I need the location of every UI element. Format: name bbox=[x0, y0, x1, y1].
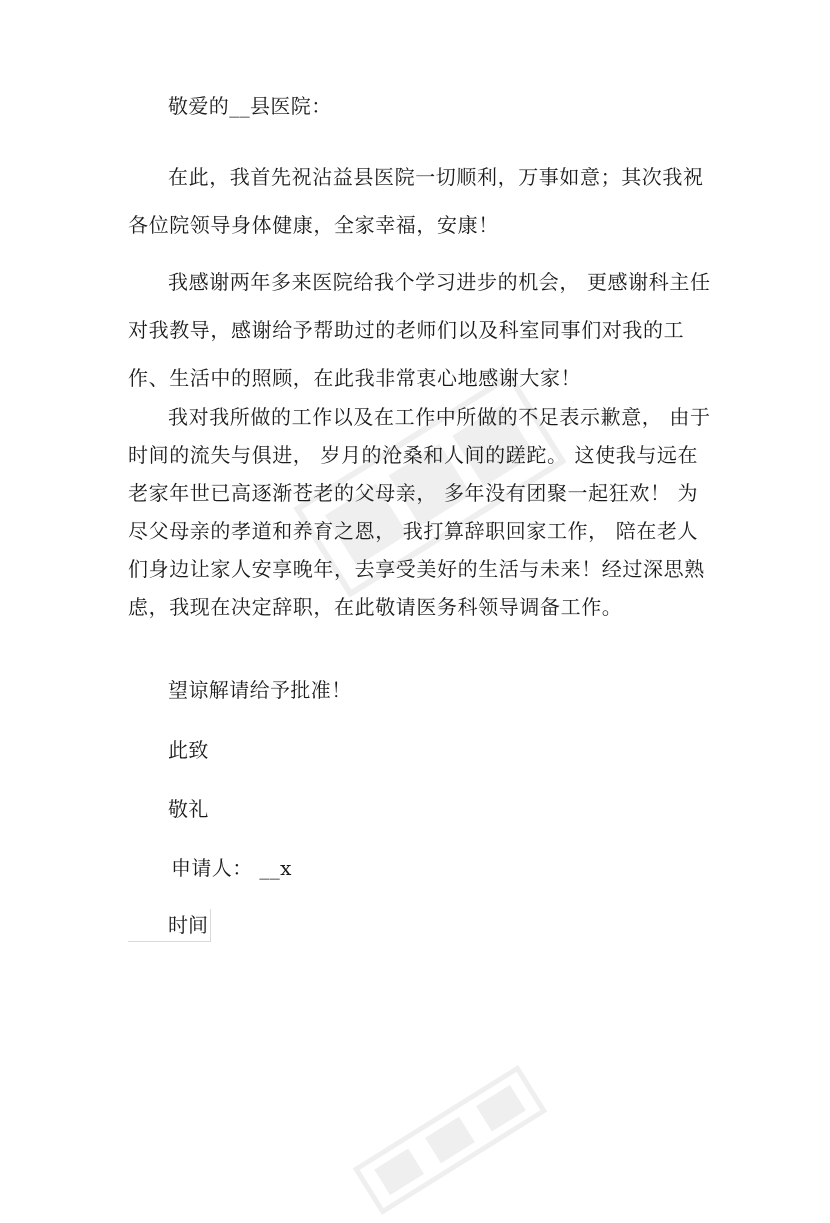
paragraph-greeting: 在此，我首先祝沾益县医院一切顺利，万事如意；其次我祝各位院领导身体健康，全家幸福，安康！ bbox=[128, 165, 704, 237]
request-line: 望谅解请给予批准！ bbox=[168, 678, 352, 702]
time-label: 时间 bbox=[168, 913, 208, 937]
closing-cizhi: 此致 bbox=[168, 738, 209, 762]
salutation: 敬爱的__县医院： bbox=[168, 94, 332, 118]
paragraph-thanks: 我感谢两年多来医院给我个学习进步的机会， 更感谢科主任对我教导，感谢给予帮助过的老师们以及科室同事们对我的工作、生活中的照顾，在此我非常衷心地感谢大家！ bbox=[128, 270, 711, 390]
watermark-logo-icon bbox=[347, 1057, 554, 1222]
closing-jingli: 敬礼 bbox=[168, 797, 209, 821]
applicant-line: 申请人： __x bbox=[171, 856, 292, 880]
paragraph-resignation-reason: 我对我所做的工作以及在工作中所做的不足表示歉意， 由于时间的流失与俱进， 岁月的沧桑和人间的蹉跎。 这使我与远在老家年世已高逐渐苍老的父母亲， 多年没有团聚一起狂欢！ 为尽父母亲的孝道和养育之恩， 我打算辞职回家工作， 陪在老人们身边让家人安享晚年，去享受美好的生活与未来！经过深思熟虑，我现在决定辞职，在此敬请医务科领导调备工作。 bbox=[128, 405, 711, 619]
